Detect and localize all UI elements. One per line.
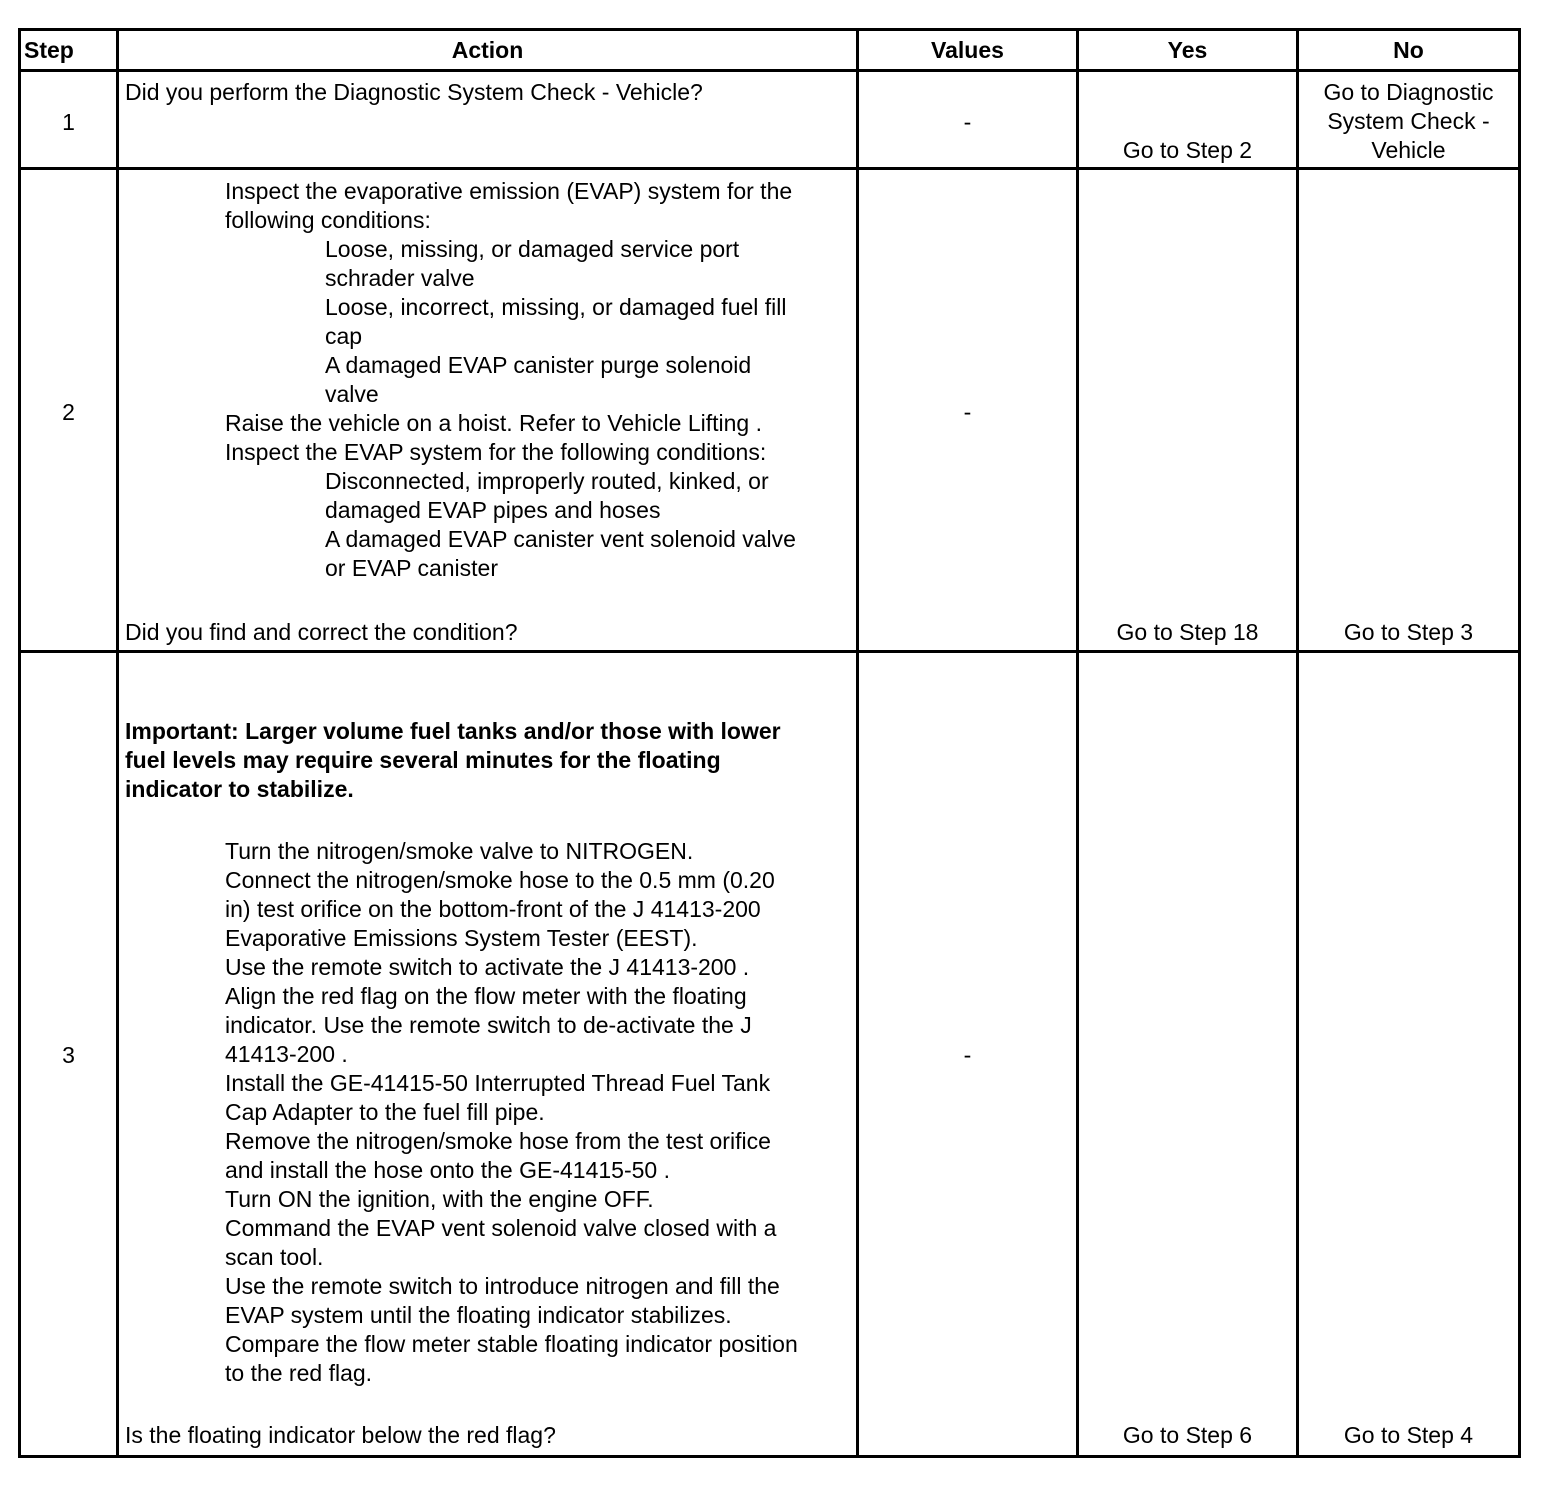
action-line: indicator. Use the remote switch to de-activate the J <box>225 1012 752 1038</box>
action-line: Raise the vehicle on a hoist. Refer to Vehicle Lifting . <box>225 410 762 436</box>
header-step: Step <box>24 37 74 63</box>
values-cell: - <box>963 109 972 135</box>
action-line: Loose, incorrect, missing, or damaged fuel fill <box>325 294 787 320</box>
action-question: Did you perform the Diagnostic System Check - Vehicle? <box>125 79 703 105</box>
no-cell: Go to Step 3 <box>1343 619 1474 645</box>
action-line: or EVAP canister <box>325 555 499 581</box>
action-line: following conditions: <box>225 207 431 233</box>
column-divider <box>1076 28 1079 1458</box>
no-cell: Go to Step 4 <box>1343 1422 1474 1448</box>
action-line: cap <box>325 323 363 349</box>
action-line: Loose, missing, or damaged service port <box>325 236 740 262</box>
action-line: Disconnected, improperly routed, kinked, or <box>325 468 769 494</box>
column-divider <box>116 28 119 1458</box>
header-no: No <box>1393 37 1424 63</box>
column-divider <box>856 28 859 1458</box>
action-line: Command the EVAP vent solenoid valve closed with a <box>225 1215 777 1241</box>
action-line: Inspect the evaporative emission (EVAP) system for the <box>225 178 793 204</box>
action-line: Install the GE-41415-50 Interrupted Thread Fuel Tank <box>225 1070 771 1096</box>
action-question: Did you find and correct the condition? <box>125 619 518 645</box>
action-line: valve <box>325 381 379 407</box>
action-line: 41413-200 . <box>225 1041 348 1067</box>
action-line: Turn ON the ignition, with the engine OFF. <box>225 1186 654 1212</box>
action-question: Is the floating indicator below the red flag? <box>125 1422 556 1448</box>
step-number: 1 <box>62 109 75 135</box>
yes-cell: Go to Step 18 <box>1116 619 1259 645</box>
important-note: Important: Larger volume fuel tanks and/or those with lower fuel levels may require several minutes for the floating indicator to stabilize. <box>125 718 781 802</box>
action-steps <box>125 837 853 1388</box>
no-cell: Go to Diagnostic System Check - Vehicle <box>1323 79 1494 163</box>
header-values: Values <box>931 37 1004 63</box>
yes-cell: Go to Step 2 <box>1122 137 1253 163</box>
action-steps <box>125 177 853 583</box>
action-line: schrader valve <box>325 265 475 291</box>
action-line: and install the hose onto the GE-41415-50 . <box>225 1157 670 1183</box>
values-cell: - <box>963 399 972 425</box>
action-line: Connect the nitrogen/smoke hose to the 0.5 mm (0.20 <box>225 867 775 893</box>
header-action: Action <box>451 37 524 63</box>
action-line: A damaged EVAP canister purge solenoid <box>325 352 752 378</box>
action-line: Evaporative Emissions System Tester (EEST). <box>225 925 698 951</box>
column-divider <box>1296 28 1299 1458</box>
action-line: Compare the flow meter stable floating indicator position <box>225 1331 798 1357</box>
action-line: Align the red flag on the flow meter with the floating <box>225 983 747 1009</box>
header-yes: Yes <box>1167 37 1208 63</box>
action-line: to the red flag. <box>225 1360 373 1386</box>
step-number: 2 <box>62 399 75 425</box>
action-line: Inspect the EVAP system for the following conditions: <box>225 439 767 465</box>
action-line: Use the remote switch to activate the J 41413-200 . <box>225 954 750 980</box>
action-line: Use the remote switch to introduce nitrogen and fill the <box>225 1273 780 1299</box>
action-line: Turn the nitrogen/smoke valve to NITROGEN. <box>225 838 694 864</box>
action-line: EVAP system until the floating indicator stabilizes. <box>225 1302 732 1328</box>
action-line: damaged EVAP pipes and hoses <box>325 497 661 523</box>
row-divider <box>18 167 1521 170</box>
values-cell: - <box>963 1042 972 1068</box>
row-divider <box>18 650 1521 653</box>
row-divider <box>18 69 1521 72</box>
yes-cell: Go to Step 6 <box>1122 1422 1253 1448</box>
action-line: Remove the nitrogen/smoke hose from the test orifice <box>225 1128 771 1154</box>
action-line: in) test orifice on the bottom-front of the J 41413-200 <box>225 896 761 922</box>
action-line: A damaged EVAP canister vent solenoid valve <box>325 526 796 552</box>
action-line: Cap Adapter to the fuel fill pipe. <box>225 1099 545 1125</box>
step-number: 3 <box>62 1042 75 1068</box>
action-line: scan tool. <box>225 1244 324 1270</box>
